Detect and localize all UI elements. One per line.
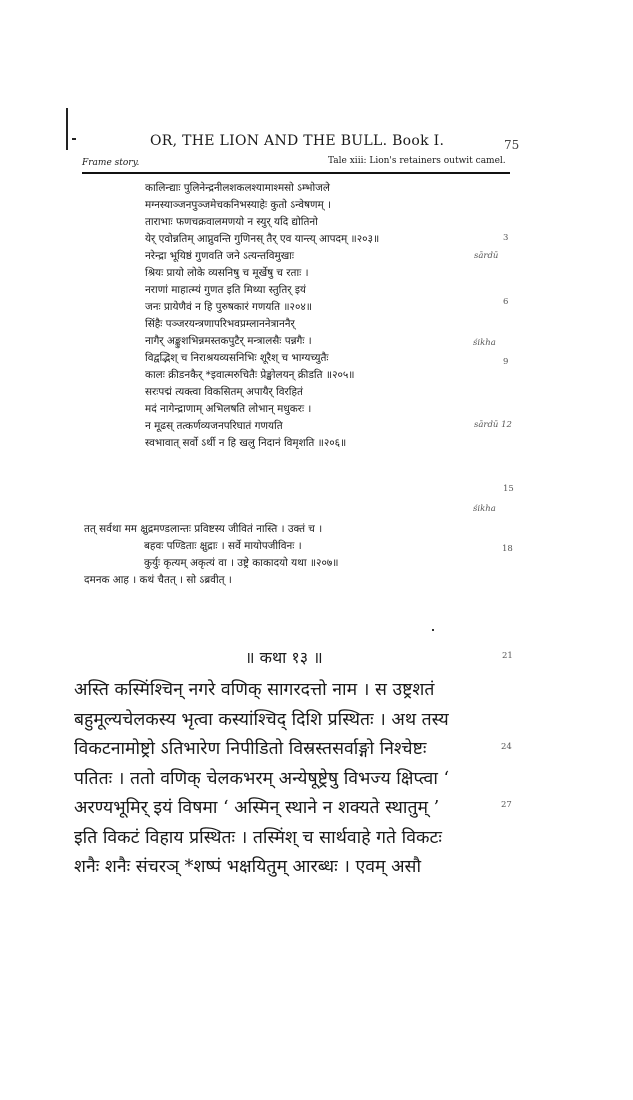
verse-line: नरेन्द्रा भूयिष्ठं गुणवति जने ऽत्यन्तविमुखाः (145, 250, 295, 262)
margin-note-15: 15 (503, 484, 514, 494)
verse-block (145, 180, 379, 452)
story-line: पतितः । ततो वणिक् चेलकभरम् अन्येषूष्ट्रेषु विभज्य क्षिप्त्वा ‘ (74, 768, 450, 789)
story-line: विकटनामोष्ट्रो ऽतिभारेण निपीडितो विस्रस्तसर्वाङ्गो निश्चेष्टः (74, 739, 427, 759)
margin-note-sardu: sārdū (474, 251, 499, 261)
running-header-title: OR, THE LION AND THE BULL. Book I. (150, 133, 445, 149)
page-number: 75 (504, 138, 520, 152)
tale-note: Tale xiii: Lion's retainers outwit camel. (328, 156, 506, 166)
dot-mark (432, 629, 434, 631)
story-block (74, 676, 449, 883)
verse-line: मदं नागेन्द्राणाम् अभिलषति लोभान् मधुकरः । (145, 403, 312, 415)
prose-block (84, 521, 338, 589)
story-line: इति विकटं विहाय प्रस्थितः । तस्मिंश् च सार्थवाहे गते विकटः (74, 827, 442, 848)
verse-line: कालिन्द्याः पुलिनेन्द्रनीलशकलश्यामाश्मसो ऽम्भोजले (145, 182, 330, 194)
margin-note-27: 27 (501, 800, 512, 810)
katha-heading: ॥ कथा १३ ॥ (245, 648, 323, 667)
verse-line: श्रियः प्रायो लोके व्यसनिषु च मूर्खेषु च रताः । (145, 267, 309, 279)
verse-line: सिंहैः पञ्जरयन्त्रणापरिभवप्रम्लाननेत्राननैर् (145, 318, 295, 330)
margin-note-9: 9 (503, 357, 509, 367)
verse-line: विद्वद्भिश् च निराश्रयव्यसनिभिः शूरैश् च भाग्यच्युतैः (145, 352, 329, 364)
prose-line: दमनक आह । कथं चैतत् । सो ऽब्रवीत् । (84, 574, 232, 586)
header-rule (82, 172, 510, 174)
verse-line: कालः क्रीडनकैर् *इवात्मरुचितैः प्रेङ्खोलयन् क्रीडति ॥२०५॥ (145, 369, 355, 381)
story-line: बहुमूल्यचेलकस्य भृत्वा कस्यांश्चिद् दिशि प्रस्थितः । अथ तस्य (74, 709, 449, 730)
verse-line: ताराभाः फणचक्रवालमणयो न स्युर् यदि द्योतिनो (145, 216, 318, 228)
margin-mark (66, 108, 68, 150)
margin-note-24: 24 (501, 742, 512, 752)
verse-line: नागैर् अङ्कुशभिन्नमस्तकपुटैर् मन्त्रालसैः पन्नगैः । (145, 335, 312, 347)
verse-line: मग्नस्याञ्जनपुञ्जमेचकनिभस्याहेः कुतो ऽन्वेषणम् । (145, 199, 331, 211)
prose-line: तत् सर्वथा मम क्षुद्रमण्डलान्तः प्रविष्टस्य जीवितं नास्ति । उक्तं च । (84, 523, 323, 535)
prose-line: बहवः पण्डिताः क्षुद्राः । सर्वे मायोपजीविनः । (144, 540, 302, 552)
story-line: शनैः शनैः संचरञ् *शष्पं भक्षयितुम् आरब्धः । एवम् असौ (74, 857, 422, 877)
margin-note-6: 6 (503, 297, 509, 307)
verse-line: सरःपद्मं त्यक्त्वा विकसितम् अपायैर् विरहितं (145, 386, 303, 398)
frame-story-label: Frame story. (82, 158, 140, 168)
verse-line: येर् एवोन्नतिम् आप्नुवन्ति गुणिनस् तैर् एव यान्त्य् आपदम् ॥२०३॥ (145, 233, 380, 245)
margin-note-18: 18 (502, 544, 513, 554)
verse-line: स्वभावात् सर्वो ऽर्थी न हि खलु निदानं विमृशति ॥२०६॥ (145, 437, 347, 449)
margin-note-sikha-2: śikha (473, 504, 496, 514)
margin-note-sikha: śikha (473, 338, 496, 348)
margin-tick (72, 138, 76, 140)
verse-line: न मूढस् तत्कर्णव्यजनपरिघातं गणयति (145, 420, 283, 432)
verse-line: नराणां माहात्म्यं गुणत इति मिथ्या स्तुतिर् इयं (145, 284, 306, 296)
margin-note-21: 21 (502, 651, 513, 661)
margin-note-3: 3 (503, 233, 509, 243)
prose-line: कुर्युः कृत्यम् अकृत्यं वा । उष्ट्रे काकादयो यथा ॥२०७॥ (144, 557, 339, 569)
margin-note-sardu-12: sārdū 12 (474, 420, 512, 430)
story-line: अरण्यभूमिर् इयं विषमा ‘ अस्मिन् स्थाने न शक्यते स्थातुम् ’ (74, 798, 440, 818)
story-line: अस्ति कस्मिंश्चिन् नगरे वणिक् सागरदत्तो नाम । स उष्ट्रशतं (74, 680, 435, 700)
verse-line: जनः प्रायेणैवं न हि पुरुषकारं गणयति ॥२०४॥ (145, 301, 312, 313)
